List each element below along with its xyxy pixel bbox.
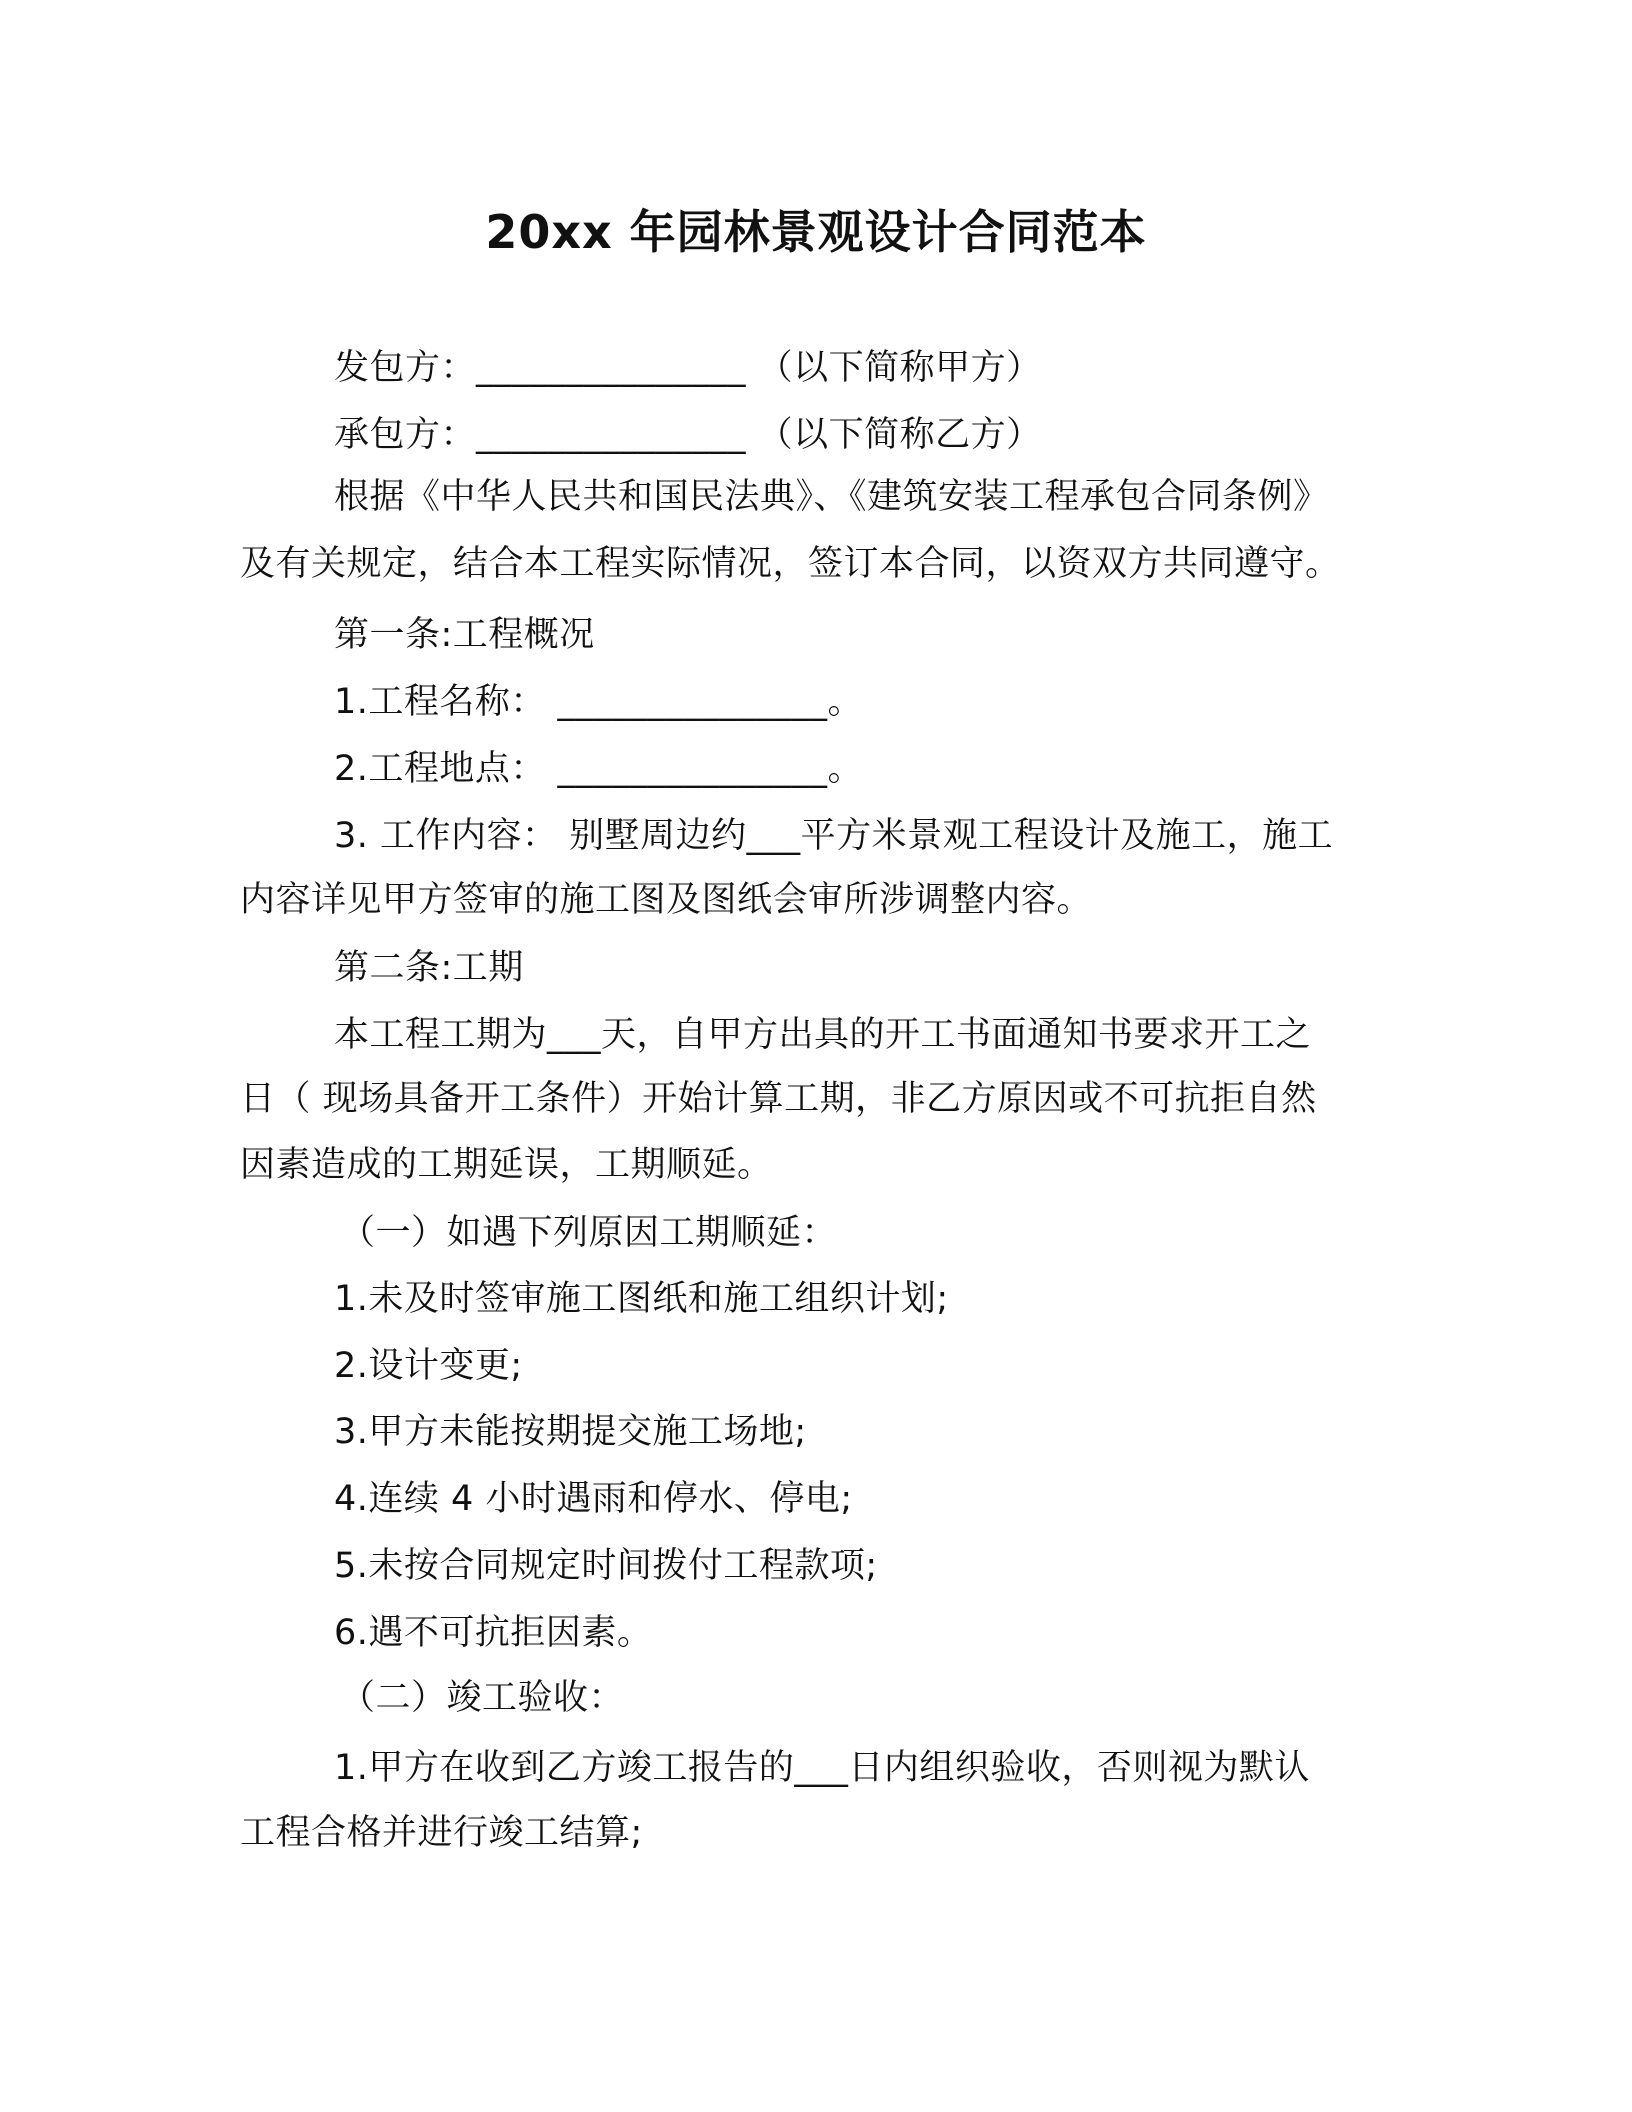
subsection-2-heading: （二）竣工验收： [340, 1678, 625, 1718]
list-item: 1.未及时签审施工图纸和施工组织计划; [334, 1279, 949, 1319]
document-title: 20xx 年园林景观设计合同范本 [485, 205, 1147, 259]
list-item: 3.甲方未能按期提交施工场地; [334, 1412, 807, 1452]
project-location-line: 2.工程地点： _______________。 [334, 749, 864, 789]
acceptance-line-1: 1.甲方在收到乙方竣工报告的___日内组织验收，否则视为默认 [334, 1748, 1310, 1788]
work-content-line-1: 3. 工作内容： 别墅周边约___平方米景观工程设计及施工，施工 [334, 816, 1334, 856]
party-b-line: 承包方：_______________ （以下简称乙方） [334, 415, 1042, 455]
project-name-line: 1.工程名称： _______________。 [334, 682, 864, 722]
article-1-heading: 第一条:工程概况 [334, 615, 595, 655]
acceptance-line-2: 工程合格并进行竣工结算; [240, 1813, 643, 1853]
duration-line-1: 本工程工期为___天，自甲方出具的开工书面通知书要求开工之 [334, 1015, 1312, 1055]
subsection-1-heading: （一）如遇下列原因工期顺延： [340, 1213, 838, 1253]
list-item: 2.设计变更; [334, 1346, 523, 1386]
list-item: 6.遇不可抗拒因素。 [334, 1613, 653, 1653]
list-item: 4.连续 4 小时遇雨和停水、停电; [334, 1479, 853, 1519]
duration-line-3: 因素造成的工期延误，工期顺延。 [240, 1145, 773, 1185]
preamble-line-2: 及有关规定，结合本工程实际情况，签订本合同，以资双方共同遵守。 [240, 544, 1341, 584]
article-2-heading: 第二条:工期 [334, 948, 524, 988]
duration-line-2: 日（ 现场具备开工条件）开始计算工期，非乙方原因或不可抗拒自然 [240, 1079, 1317, 1119]
preamble-line-1: 根据《中华人民共和国民法典》、《建筑安装工程承包合同条例》 [334, 477, 1329, 517]
work-content-line-2: 内容详见甲方签审的施工图及图纸会审所涉调整内容。 [240, 880, 1093, 920]
party-a-line: 发包方：_______________ （以下简称甲方） [334, 348, 1042, 388]
list-item: 5.未按合同规定时间拨付工程款项; [334, 1546, 878, 1586]
